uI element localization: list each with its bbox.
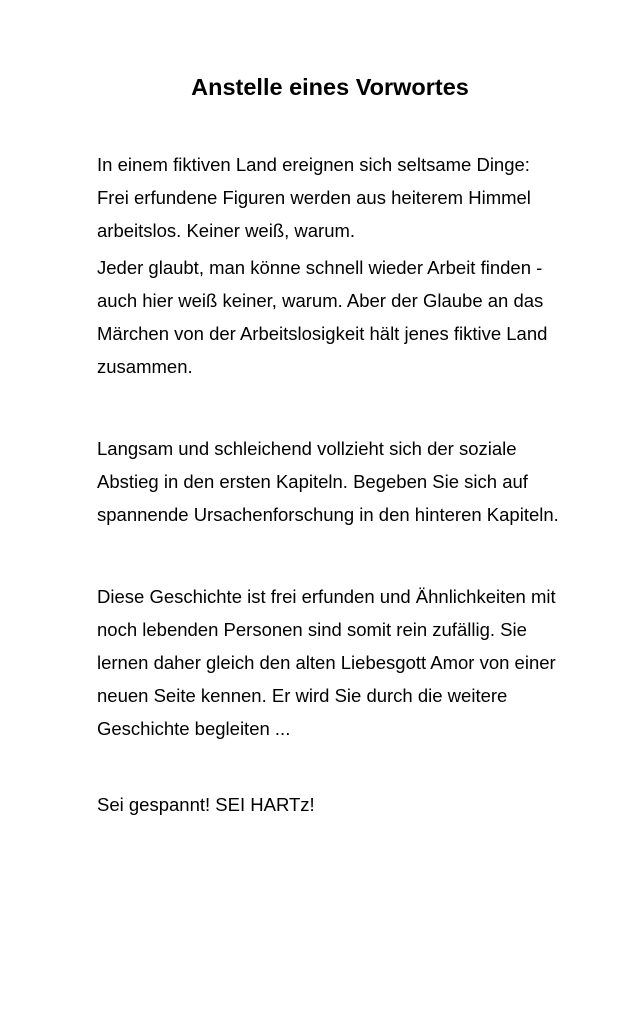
paragraph: [97, 251, 597, 383]
paragraph-line: auch hier weiß keiner, warum. Aber der Glaube an das: [97, 290, 544, 311]
paragraph-line: noch lebenden Personen sind somit rein zufällig. Sie: [97, 619, 527, 640]
paragraph: [97, 432, 597, 531]
paragraph-line: zusammen.: [97, 356, 193, 377]
paragraph-line: spannende Ursachenforschung in den hinteren Kapiteln.: [97, 504, 559, 525]
paragraph-line: Geschichte begleiten ...: [97, 718, 291, 739]
paragraph-line: Frei erfundene Figuren werden aus heiterem Himmel: [97, 187, 531, 208]
paragraph-line: Sei gespannt! SEI HARTz!: [97, 794, 315, 815]
paragraph-line: In einem fiktiven Land ereignen sich seltsame Dinge:: [97, 154, 530, 175]
page-title: Anstelle eines Vorwortes: [191, 74, 469, 100]
paragraph-line: Diese Geschichte ist frei erfunden und Ähnlichkeiten mit: [97, 586, 556, 607]
paragraph-line: neuen Seite kennen. Er wird Sie durch die weitere: [97, 685, 508, 706]
paragraph-line: lernen daher gleich den alten Liebesgott Amor von einer: [97, 652, 556, 673]
paragraph-line: arbeitslos. Keiner weiß, warum.: [97, 220, 356, 241]
paragraph-line: Jeder glaubt, man könne schnell wieder Arbeit finden -: [97, 257, 543, 278]
paragraph-line: Abstieg in den ersten Kapiteln. Begeben Sie sich auf: [97, 471, 528, 492]
paragraph-line: Langsam und schleichend vollzieht sich der soziale: [97, 438, 517, 459]
paragraph: [97, 788, 597, 821]
paragraph-line: Märchen von der Arbeitslosigkeit hält jenes fiktive Land: [97, 323, 548, 344]
paragraph: [97, 580, 597, 745]
paragraph: [97, 148, 597, 247]
